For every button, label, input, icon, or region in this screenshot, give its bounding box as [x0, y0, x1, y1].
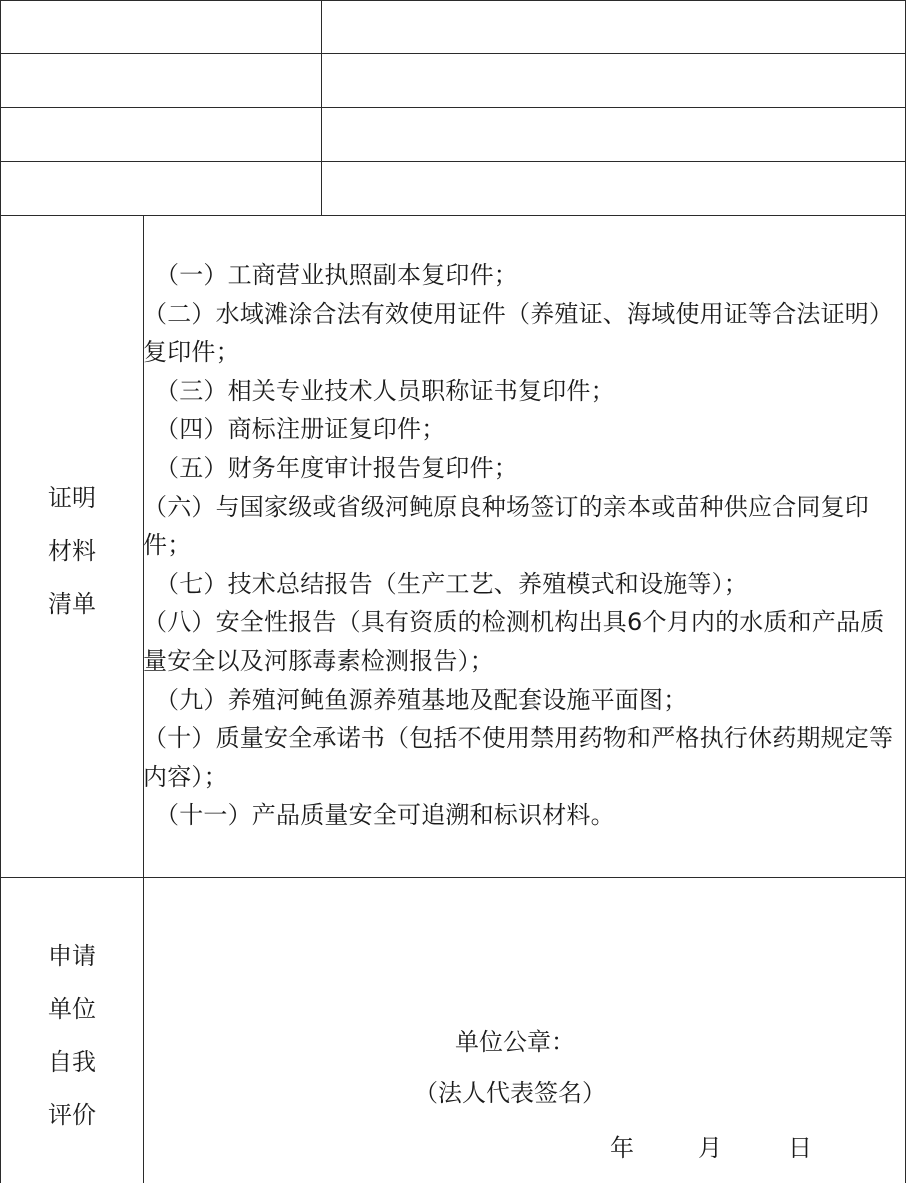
top-row-1-right-cell[interactable]	[322, 1, 905, 53]
materials-item-2: （二）水域滩涂合法有效使用证件（养殖证、海域使用证等合法证明）复印件；	[143, 299, 894, 367]
date-month-label: 月	[698, 1134, 722, 1162]
table-row-divider	[0, 877, 906, 878]
top-row-3-right-cell[interactable]	[322, 108, 905, 161]
top-row-3-left-cell[interactable]	[1, 108, 321, 161]
date-day-label: 日	[788, 1134, 812, 1162]
materials-item-9: （九）养殖河鲀鱼源养殖基地及配套设施平面图；	[155, 685, 688, 714]
top-row-4-right-cell[interactable]	[322, 162, 905, 215]
signature-label: （法人代表签名）	[414, 1079, 606, 1107]
materials-label-line-2: 材料	[48, 537, 96, 565]
seal-label: 单位公章：	[455, 1028, 575, 1056]
materials-item-8: （八）安全性报告（具有资质的检测机构出具6个月内的水质和产品质量安全以及河豚毒素检测报告）；	[143, 608, 885, 675]
materials-item-10: （十）质量安全承诺书（包括不使用禁用药物和严格执行休药期规定等内容）；	[143, 724, 894, 791]
self-eval-label-line-1: 申请	[48, 942, 96, 970]
materials-item-4: （四）商标注册证复印件；	[155, 415, 446, 444]
materials-section-label	[1, 472, 143, 631]
materials-list	[143, 256, 895, 835]
materials-item-6: （六）与国家级或省级河鲀原良种场签订的亲本或苗种供应合同复印件；	[143, 492, 869, 560]
self-eval-label-line-2: 单位	[48, 995, 96, 1023]
materials-label-line-3: 清单	[48, 590, 96, 618]
materials-item-7: （七）技术总结报告（生产工艺、养殖模式和设施等）；	[155, 569, 748, 598]
materials-label-line-1: 证明	[48, 484, 96, 512]
top-row-2-right-cell[interactable]	[322, 54, 905, 107]
self-eval-label-line-4: 评价	[48, 1101, 96, 1129]
table-row-divider	[0, 215, 906, 216]
materials-item-5: （五）财务年度审计报告复印件；	[155, 453, 518, 482]
date-year-label: 年	[610, 1134, 634, 1162]
top-row-1-left-cell[interactable]	[1, 1, 321, 53]
materials-item-1: （一）工商营业执照副本复印件；	[155, 261, 518, 289]
self-eval-label-line-3: 自我	[48, 1048, 96, 1076]
materials-item-11: （十一）产品质量安全可追溯和标识材料。	[155, 801, 615, 830]
materials-item-3: （三）相关专业技术人员职称证书复印件；	[155, 376, 615, 405]
top-row-4-left-cell[interactable]	[1, 162, 321, 215]
self-eval-section-label	[1, 930, 143, 1142]
top-row-2-left-cell[interactable]	[1, 54, 321, 107]
